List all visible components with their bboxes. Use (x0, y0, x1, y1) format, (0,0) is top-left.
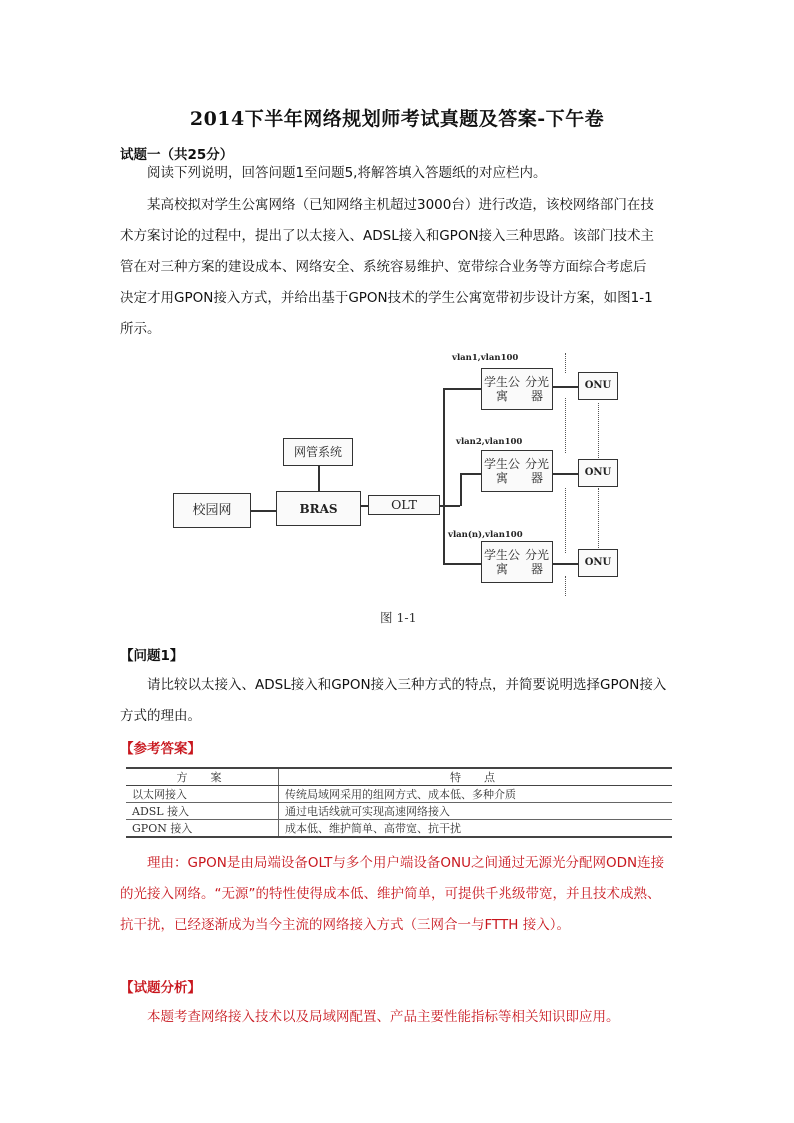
question-heading: 试题一（共25分） (120, 147, 234, 163)
link-splitter-onu-1 (553, 386, 578, 388)
answer-reason (120, 848, 680, 941)
link-splitter-onu-2 (553, 473, 578, 475)
link-splitter-onu-n (553, 563, 578, 565)
reason-line: 理由：GPON是由局端设备OLT与多个用户端设备ONU之间通过无源光分配网ODN连接 (147, 855, 665, 871)
onu-dots (598, 488, 599, 548)
fanout-dots (565, 398, 566, 453)
intro-paragraph: 阅读下列说明，回答问题1至问题5,将解答填入答题纸的对应栏内。 (147, 165, 547, 181)
link-nms-bras (318, 466, 320, 491)
description-line: 术方案讨论的过程中，提出了以太接入、ADSL接入和GPON接入三种思路。该部门技术主 (120, 228, 655, 244)
table-cell: ADSL 接入 (126, 803, 279, 820)
splitter-label: 学生公寓 (483, 375, 520, 403)
table-row (126, 803, 672, 820)
q1-line: 方式的理由。 (120, 708, 201, 724)
link-branch-mid (460, 473, 462, 506)
link-branch-up (443, 388, 445, 506)
olt-box: OLT (368, 495, 440, 515)
table-cell: 以太网接入 (126, 786, 279, 803)
answer-table (126, 767, 672, 838)
table-cell: 成本低、维护简单、高带宽、抗干扰 (279, 820, 673, 838)
onu-box-1: ONU (578, 372, 618, 400)
onu-box-2: ONU (578, 459, 618, 487)
fanout-dots (565, 576, 566, 596)
link-campus-bras (251, 510, 276, 512)
table-cell: GPON 接入 (126, 820, 279, 838)
description-line: 所示。 (120, 321, 161, 337)
q1-text (120, 670, 680, 732)
description-line: 决定才用GPON接入方式，并给出基于GPON技术的学生公寓宽带初步设计方案，如图1-1 (120, 290, 653, 306)
fanout-dots (565, 488, 566, 553)
table-header: 方 案 (126, 768, 279, 786)
link-branch-down (443, 506, 445, 563)
onu-dots (598, 403, 599, 458)
campus-network-box: 校园网 (173, 493, 251, 528)
table-header: 特 点 (279, 768, 673, 786)
onu-box-n: ONU (578, 549, 618, 577)
bras-box: BRAS (276, 491, 361, 526)
splitter-label: 分光器 (524, 548, 549, 576)
analysis-heading: 【试题分析】 (120, 980, 201, 996)
q1-heading: 【问题1】 (120, 648, 184, 664)
table-row (126, 786, 672, 803)
table-header-row (126, 768, 672, 786)
reason-line: 抗干扰，已经逐渐成为当今主流的网络接入方式（三网合一与FTTH 接入）。 (120, 917, 570, 933)
q1-line: 请比较以太接入、ADSL接入和GPON接入三种方式的特点，并简要说明选择GPON接入 (147, 677, 667, 693)
table-row (126, 820, 672, 838)
figure-caption: 图 1-1 (380, 610, 417, 625)
vlan-label-2: vlan2,vlan100 (456, 437, 523, 447)
analysis-text: 本题考查网络接入技术以及局域网配置、产品主要性能指标等相关知识即应用。 (147, 1009, 620, 1025)
reason-line: 的光接入网络。“无源”的特性使得成本低、维护简单，可提供千兆级带宽，并且技术成熟、 (120, 886, 661, 902)
table-cell: 通过电话线就可实现高速网络接入 (279, 803, 673, 820)
nms-box: 网管系统 (283, 438, 353, 466)
splitter-label: 学生公寓 (483, 548, 520, 576)
splitter-label: 分光器 (524, 457, 549, 485)
link-to-splitter-n (443, 563, 481, 565)
fanout-dots (565, 353, 566, 373)
splitter-label: 分光器 (524, 375, 549, 403)
link-bras-olt (361, 505, 368, 507)
link-to-splitter-2 (460, 473, 481, 475)
vlan-label-n: vlan(n),vlan100 (448, 530, 523, 540)
description-paragraph (120, 190, 680, 345)
network-diagram (163, 348, 633, 633)
vlan-label-1: vlan1,vlan100 (452, 353, 519, 363)
splitter-box-2 (481, 450, 553, 492)
splitter-box-n (481, 541, 553, 583)
description-line: 管在对三种方案的建设成本、网络安全、系统容易维护、宽带综合业务等方面综合考虑后 (120, 259, 647, 275)
splitter-box-1 (481, 368, 553, 410)
link-to-splitter-1 (443, 388, 481, 390)
description-line: 某高校拟对学生公寓网络（已知网络主机超过3000台）进行改造，该校网络部门在技 (147, 197, 654, 213)
splitter-label: 学生公寓 (483, 457, 520, 485)
document-title: 2014下半年网络规划师考试真题及答案-下午卷 (189, 108, 605, 130)
table-cell: 传统局域网采用的组网方式、成本低、多种介质 (279, 786, 673, 803)
answer-heading: 【参考答案】 (120, 741, 201, 757)
